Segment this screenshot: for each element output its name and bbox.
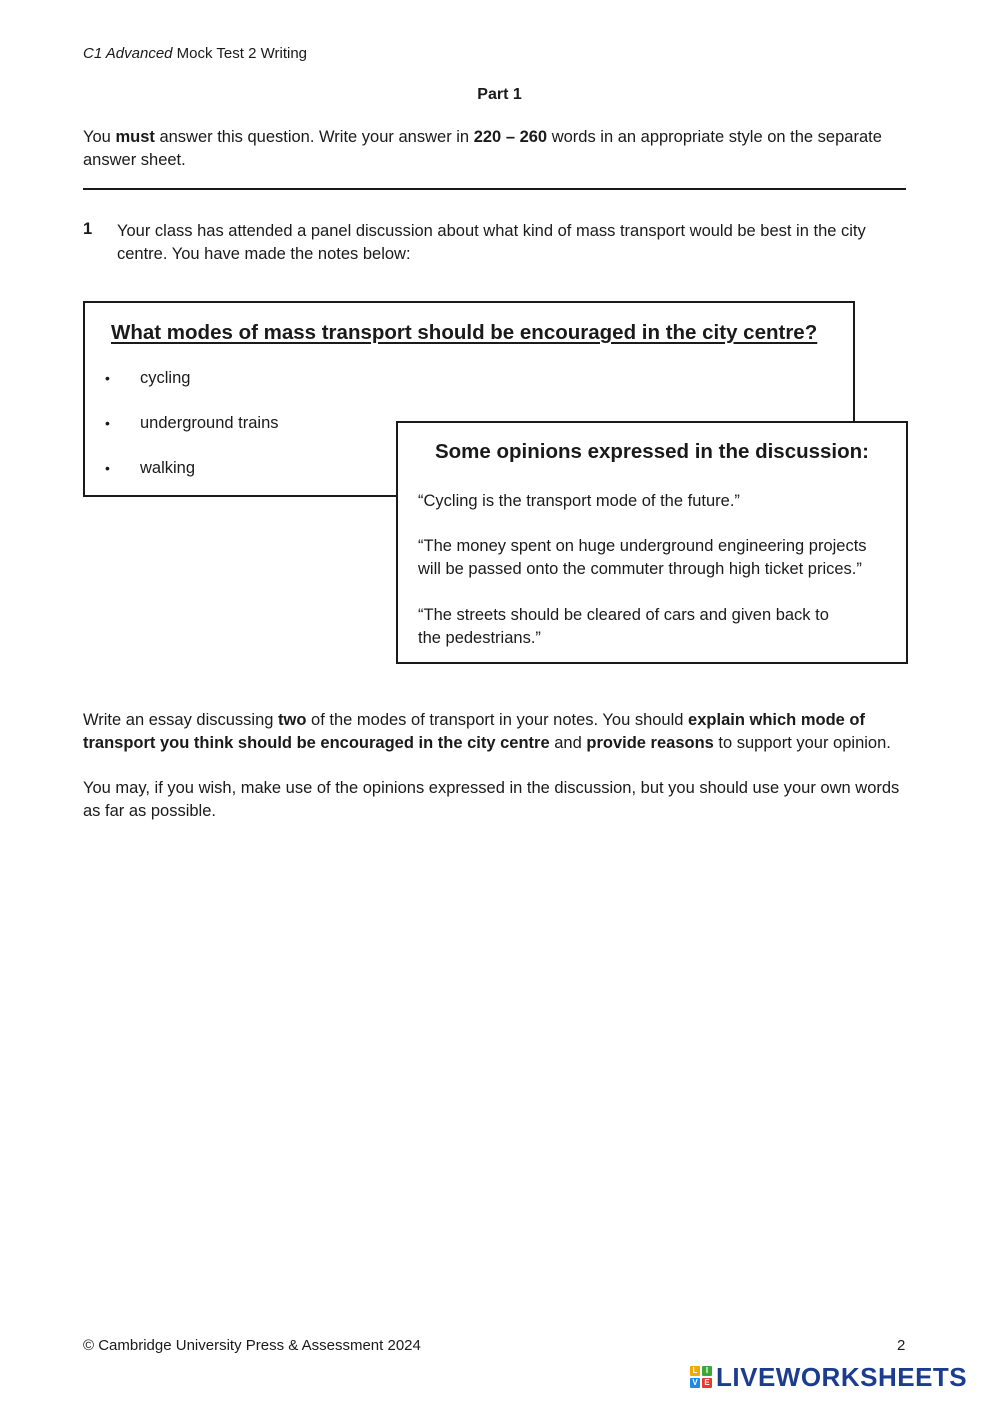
notes-list-item bbox=[105, 457, 279, 502]
bullet-icon: • bbox=[105, 460, 110, 476]
task-part: and bbox=[549, 734, 587, 752]
bullet-icon: • bbox=[105, 415, 110, 431]
header-title-italic: C1 Advanced bbox=[83, 45, 173, 62]
logo-tile: V bbox=[690, 1378, 700, 1388]
notes-item-text: cycling bbox=[140, 369, 191, 387]
page-number: 2 bbox=[897, 1337, 906, 1354]
instruction-bold-must: must bbox=[115, 128, 155, 146]
instruction-text bbox=[83, 126, 913, 172]
notes-item-text: walking bbox=[140, 459, 196, 477]
logo-wordmark: LIVEWORKSHEETS bbox=[716, 1361, 968, 1392]
instruction-part: answer this question. Write your answer in bbox=[154, 128, 474, 146]
page-header bbox=[83, 45, 307, 62]
task-part: of the modes of transport in your notes. You should bbox=[306, 711, 689, 729]
logo-tile: I bbox=[702, 1366, 712, 1376]
opinion-quote: “The money spent on huge underground engineering projects will be passed onto the commuter through high ticket prices.” bbox=[418, 537, 867, 578]
instruction-part: words in an appropriate style on the separate answer sheet. bbox=[83, 128, 882, 169]
task-paragraph bbox=[83, 709, 913, 755]
notes-list-item bbox=[105, 412, 279, 457]
opinions-box bbox=[396, 421, 908, 664]
instruction-bold-word-count: 220 – 260 bbox=[473, 128, 548, 146]
task-bold: two bbox=[278, 711, 307, 729]
instruction-part: You bbox=[83, 128, 116, 146]
notes-box-title: What modes of mass transport should be encouraged in the city centre? bbox=[111, 321, 818, 344]
question-number: 1 bbox=[83, 220, 93, 238]
task-bold: explain which mode of transport you think should be encouraged in the city centre bbox=[83, 711, 865, 752]
logo-tile: E bbox=[702, 1378, 712, 1388]
task-bold: provide reasons bbox=[586, 734, 714, 752]
opinions-box-title: Some opinions expressed in the discussion: bbox=[434, 440, 869, 463]
header-title-rest: Mock Test 2 Writing bbox=[172, 45, 308, 62]
logo-tile: L bbox=[690, 1366, 700, 1376]
bullet-icon: • bbox=[105, 370, 110, 386]
liveworksheets-logo bbox=[690, 1362, 967, 1392]
notes-list-item bbox=[105, 367, 279, 412]
notes-list bbox=[105, 367, 279, 502]
opinion-quote: “The streets should be cleared of cars and given back to the pedestrians.” bbox=[418, 606, 829, 647]
divider-line bbox=[83, 188, 906, 190]
note-paragraph: You may, if you wish, make use of the opinions expressed in the discussion, but you should use your own words as far as possible. bbox=[83, 779, 900, 820]
part-label: Part 1 bbox=[477, 86, 522, 103]
question-text: Your class has attended a panel discussion about what kind of mass transport would be best in the city centre. You have made the notes below: bbox=[117, 222, 866, 263]
notes-item-text: underground trains bbox=[140, 414, 279, 432]
opinion-quote: “Cycling is the transport mode of the future.” bbox=[418, 492, 740, 510]
copyright-footer: © Cambridge University Press & Assessment 2024 bbox=[83, 1337, 421, 1354]
task-part: Write an essay discussing bbox=[83, 711, 279, 729]
task-part: to support your opinion. bbox=[713, 734, 891, 752]
logo-tiles-icon bbox=[690, 1366, 712, 1388]
